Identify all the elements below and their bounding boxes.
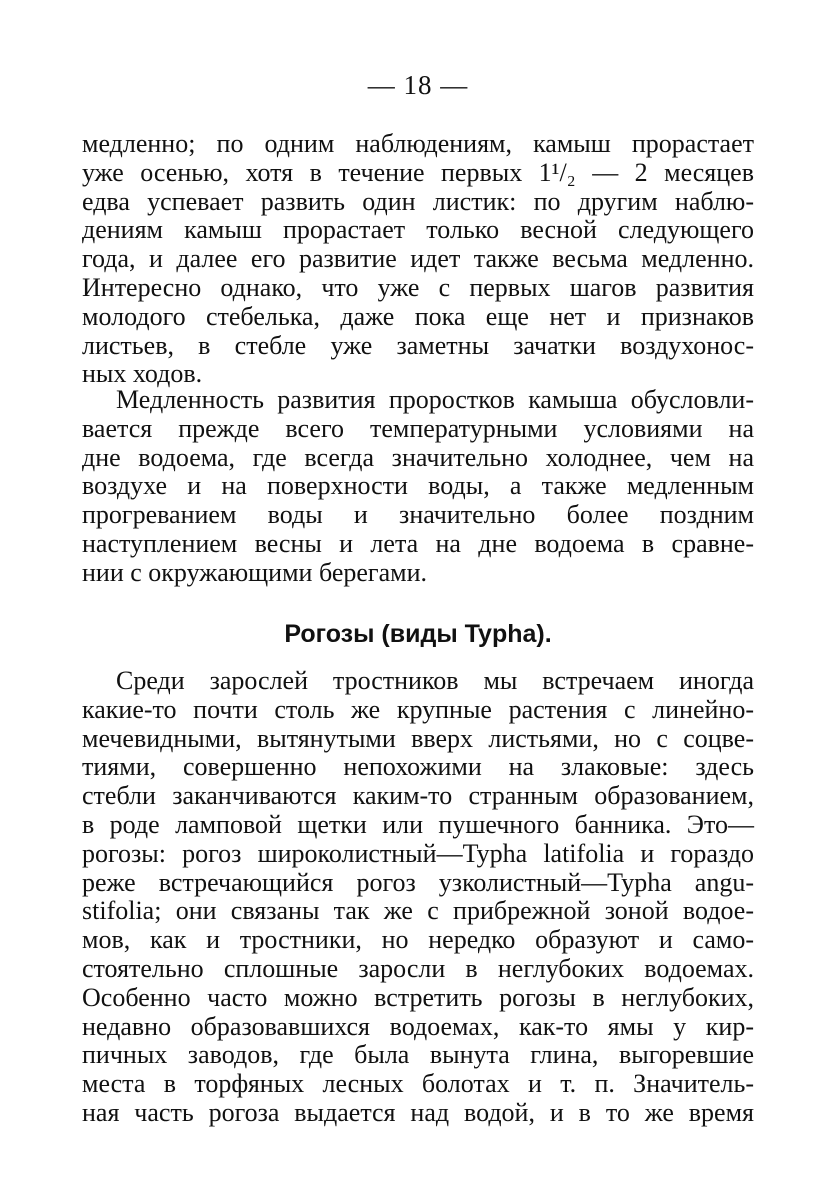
paragraph-slow-development (82, 386, 754, 588)
text-line: пичных заводов, где была вынута глина, выгоревшие (82, 1040, 754, 1070)
text-line: едва успевает развить один листик: по другим наблю- (82, 186, 754, 216)
text-line: уже осенью, хотя в течение первых 1¹/₂ — 2 месяцев (82, 157, 754, 187)
page-number: — 18 — (367, 70, 469, 100)
text-line: стебли заканчиваются каким-то странным образованием, (82, 781, 754, 811)
text-line: молодого стебелька, даже пока еще нет и признаков (82, 301, 754, 331)
text-line: медленно; по одним наблюдениям, камыш прорастает (82, 129, 754, 158)
text-line: воздухе и на поверхности воды, а также медленным (82, 471, 754, 501)
text-line: недавно образовавшихся водоемах, как-то ямы у кир- (82, 1011, 754, 1041)
text-line: мов, как и тростники, но нередко образуют и само- (82, 925, 754, 955)
text-line: Медленность развития проростков камыша обусловли- (116, 385, 754, 414)
text-line: в роде ламповой щетки или пушечного банника. Это— (82, 809, 754, 839)
text-line: рогозы: рогоз широколистный—Typha latifolia и гораздо (82, 838, 754, 868)
text-line: прогреванием воды и значительно более поздним (82, 500, 754, 530)
text-line: какие-то почти столь же крупные растения с линейно- (82, 694, 754, 724)
text-line: дне водоема, где всегда значительно холоднее, чем на (82, 442, 754, 472)
text-line: места в торфяных лесных болотах и т. п. Значитель- (82, 1069, 754, 1099)
text-line: нии с окружающими берегами. (82, 557, 427, 587)
text-line: тиями, совершенно непохожими на злаковые: здесь (82, 752, 754, 782)
text-line: Среди зарослей тростников мы встречаем иногда (116, 666, 754, 695)
text-line: ных ходов. (82, 359, 203, 389)
text-line: вается прежде всего температурными условиями на (82, 413, 754, 443)
text-line: листьев, в стебле уже заметны зачатки воздухонос- (82, 330, 754, 360)
text-line: дениям камыш прорастает только весной следующего (82, 215, 754, 245)
paragraph-reed-germination (82, 130, 754, 389)
text-line: stifolia; они связаны так же с прибрежной зоной водое- (82, 896, 754, 926)
text-line: Интересно однако, что уже с первых шагов развития (82, 272, 754, 302)
text-line: стоятельно сплошные заросли в неглубоких водоемах. (82, 953, 754, 983)
text-line: наступлением весны и лета на дне водоема в сравне- (82, 528, 754, 558)
text-line: Особенно часто можно встретить рогозы в неглубоких, (82, 982, 754, 1012)
paragraph-typha (82, 667, 754, 1128)
text-line: реже встречающийся рогоз узколистный—Typha angu- (82, 867, 754, 897)
section-heading: Рогозы (виды Typha). (284, 620, 552, 648)
text-line: мечевидными, вытянутыми вверх листьями, но с соцве- (82, 723, 754, 753)
text-line: года, и далее его развитие идет также весьма медленно. (82, 244, 754, 274)
text-line: ная часть рогоза выдается над водой, и в то же время (82, 1097, 754, 1127)
